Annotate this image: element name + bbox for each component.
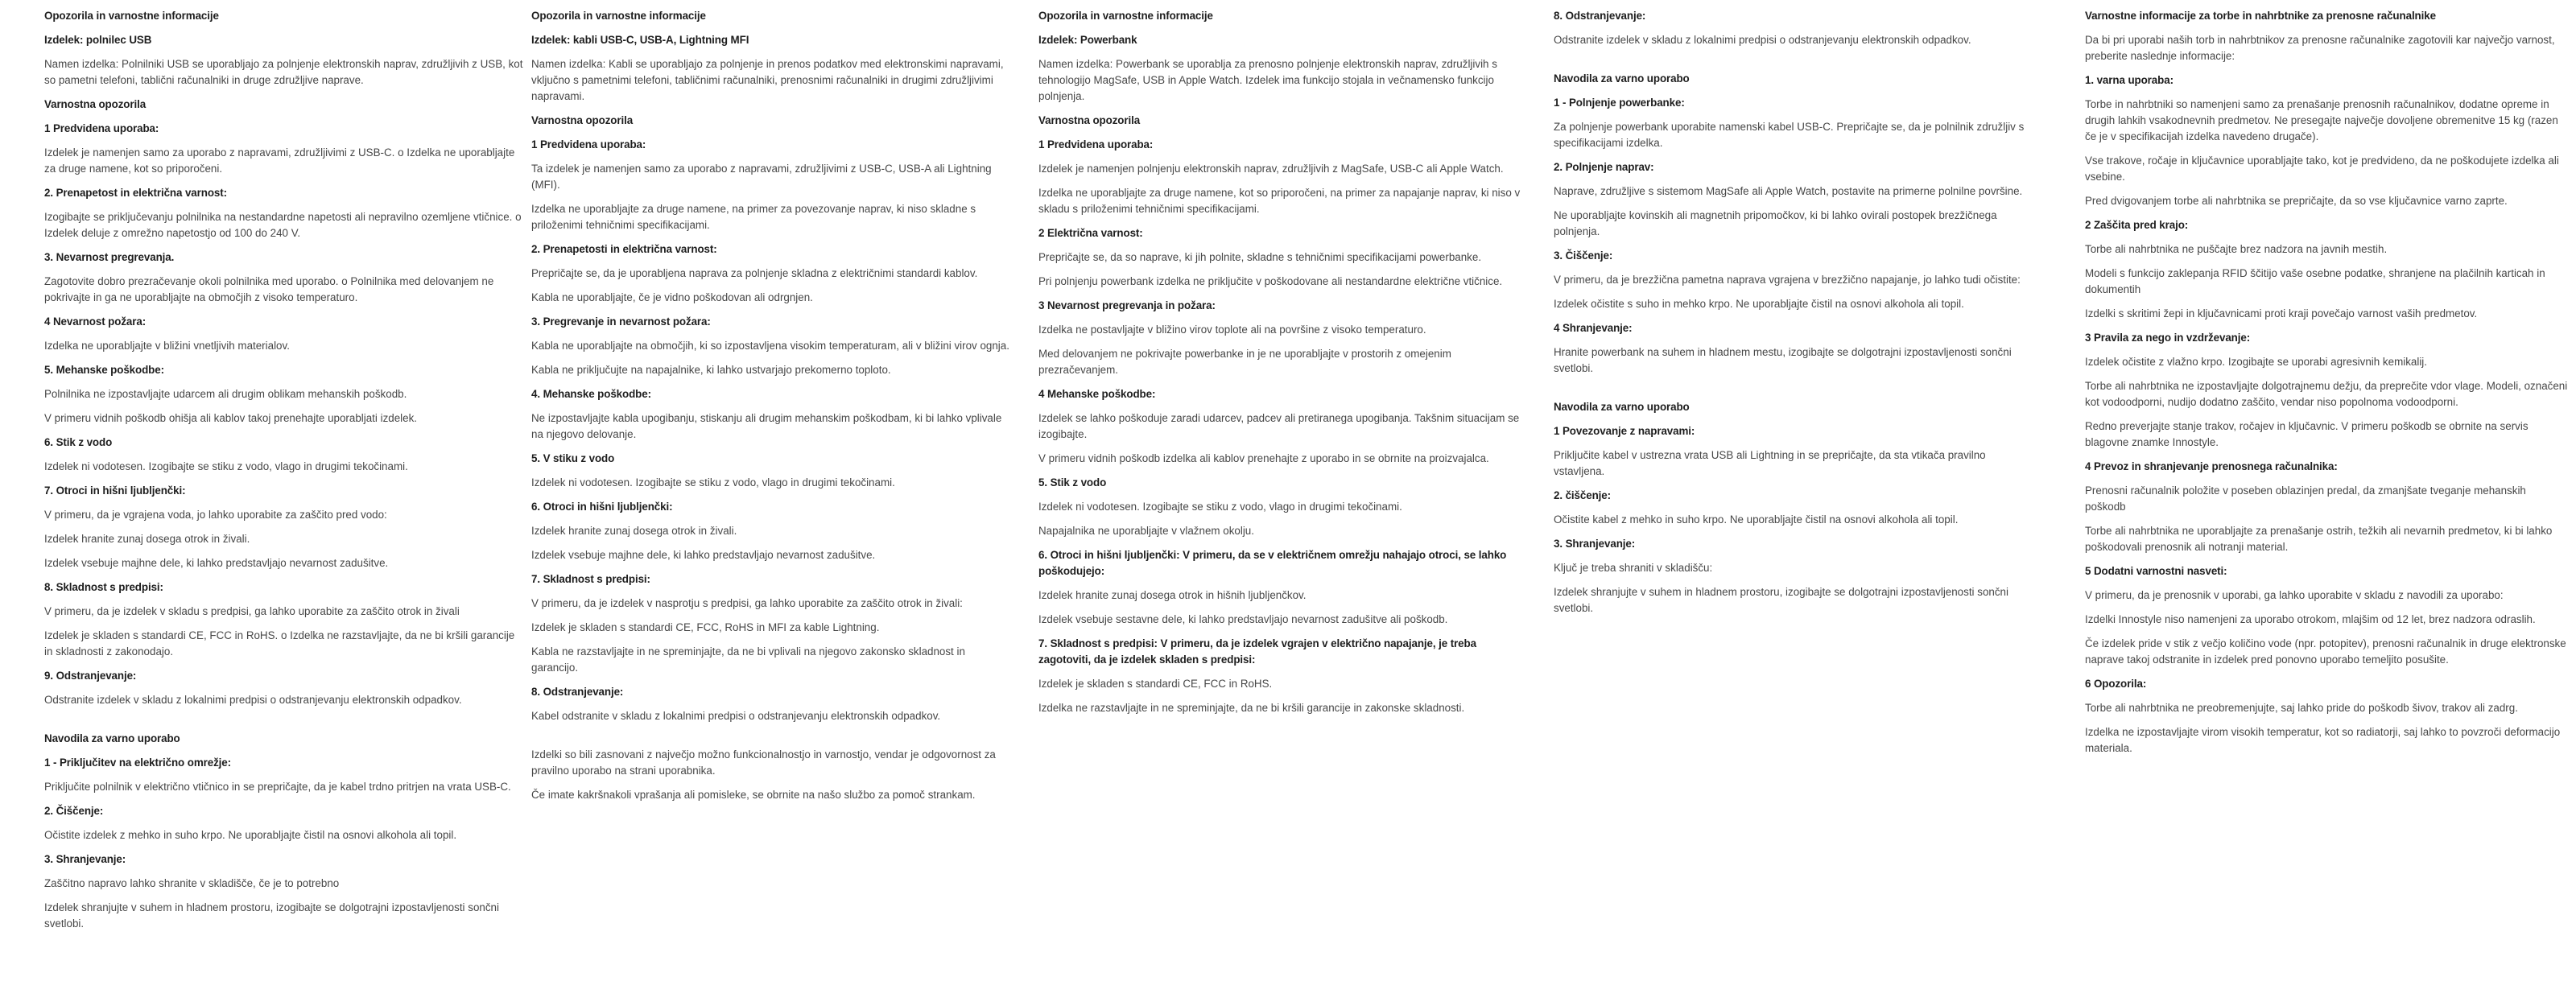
section-heading: Navodila za varno uporabo [1554, 401, 1690, 413]
section-heading: 4 Mehanske poškodbe: [1038, 388, 1156, 400]
section-heading: 1 Predvidena uporaba: [531, 138, 646, 150]
section-heading: 2 Zaščita pred krajo: [2085, 219, 2189, 231]
section-heading: 8. Skladnost s predpisi: [44, 581, 163, 593]
section-heading: 1 Predvidena uporaba: [44, 122, 159, 134]
section-heading: 3. Nevarnost pregrevanja. [44, 251, 175, 263]
paragraph: Izdelek se lahko poškoduje zaradi udarcev, padcev ali pretiranega upogibanja. Takšnim situacijam se izogibajte. [1038, 412, 1520, 440]
paragraph: V primeru, da je brezžična pametna naprava vgrajena v brezžično napajanje, jo lahko tudi očistite: [1554, 274, 2021, 286]
section-heading: 3. Čiščenje: [1554, 249, 1613, 262]
section-heading: 7. Skladnost s predpisi: V primeru, da je izdelek vgrajen v električno napajanje, je treba zagotoviti, da je izdelek skladen s predpisi: [1038, 637, 1476, 666]
section-heading: 3. Shranjevanje: [1554, 538, 1636, 550]
paragraph: Napajalnika ne uporabljajte v vlažnem okolju. [1038, 525, 1254, 537]
paragraph: Naprave, združljive s sistemom MagSafe ali Apple Watch, postavite na primerne polnilne površine. [1554, 185, 2023, 197]
section-heading: 5. Stik z vodo [1038, 476, 1107, 489]
paragraph: Hranite powerbank na suhem in hladnem mestu, izogibajte se dolgotrajni izpostavljenosti sončni svetlobi. [1554, 346, 2012, 374]
section-heading: 5 Dodatni varnostni nasveti: [2085, 565, 2227, 577]
paragraph: Izdelek je namenjen samo za uporabo z napravami, združljivimi z USB-C. o Izdelka ne uporabljajte za druge namene, kot so priporočeni. [44, 146, 515, 175]
paragraph: Izdelka ne uporabljajte za druge namene, na primer za povezovanje naprav, ki niso skladne s priloženimi tehničnimi specifikacijami. [531, 203, 976, 231]
section-heading: 1 Povezovanje z napravami: [1554, 425, 1695, 437]
paragraph: Izdelki Innostyle niso namenjeni za uporabo otrokom, mlajšim od 12 let, brez nadzora odraslih. [2085, 613, 2536, 625]
paragraph: Očistite kabel z mehko in suho krpo. Ne uporabljajte čistil na osnovi alkohola ali topil. [1554, 513, 1959, 526]
paragraph: Odstranite izdelek v skladu z lokalnimi predpisi o odstranjevanju elektronskih odpadkov. [1554, 34, 1971, 46]
section-heading: 3. Pregrevanje in nevarnost požara: [531, 315, 711, 328]
section-heading: 2. čiščenje: [1554, 489, 1612, 501]
section-heading: 6. Stik z vodo [44, 436, 113, 448]
paragraph: Izdelka ne uporabljajte v bližini vnetljivih materialov. [44, 340, 290, 352]
paragraph: Zagotovite dobro prezračevanje okoli polnilnika med uporabo. o Polnilnika med delovanjem ne pokrivajte in ga ne uporabljajte na območjih z visoko temperaturo. [44, 275, 494, 303]
paragraph: Če imate kakršnakoli vprašanja ali pomisleke, se obrnite na našo službo za pomoč strankam. [531, 789, 976, 801]
section-heading: 2. Prenapetost in električna varnost: [44, 187, 227, 199]
paragraph: Torbe ali nahrbtnika ne izpostavljajte dolgotrajnemu dežju, da preprečite vdor vlage. Modeli, označeni kot vodoodporni, nudijo dodatno zaščito, vendar niso popolnoma vodoodporni. [2085, 380, 2568, 408]
paragraph: Izdelek je skladen s standardi CE, FCC, RoHS in MFI za kable Lightning. [531, 621, 880, 633]
paragraph: Kabla ne priključujte na napajalnike, ki lahko ustvarjajo prekomerno toploto. [531, 364, 891, 376]
paragraph: Namen izdelka: Kabli se uporabljajo za polnjenje in prenos podatkov med elektronskimi napravami, vključno s pametnimi telefoni, tabličnimi računalniki, prenosnimi računalniki in drugimi združljivimi napravami. [531, 58, 1004, 102]
paragraph: Izdelka ne postavljajte v bližino virov toplote ali na površine z visoko temperaturo. [1038, 324, 1426, 336]
paragraph: Izdelek vsebuje majhne dele, ki lahko predstavljajo nevarnost zadušitve. [44, 557, 389, 569]
paragraph: Namen izdelka: Powerbank se uporablja za prenosno polnjenje elektronskih naprav, združljivih s tehnologijo MagSafe, USB in Apple Watch. Izdelek ima funkcijo stojala in večnamensko funkcijo polnjenja. [1038, 58, 1497, 102]
section-heading: Izdelek: Powerbank [1038, 34, 1137, 46]
section-heading: 6 Opozorila: [2085, 678, 2147, 690]
column-laptop-bags-safety-info [2085, 8, 2568, 765]
section-heading: 4 Nevarnost požara: [44, 315, 147, 328]
paragraph: Izdelek ni vodotesen. Izogibajte se stiku z vodo, vlago in drugimi tekočinami. [531, 476, 895, 489]
paragraph: Izdelek očistite z vlažno krpo. Izogibajte se uporabi agresivnih kemikalij. [2085, 356, 2427, 368]
paragraph: Ne uporabljajte kovinskih ali magnetnih pripomočkov, ki bi lahko ovirali postopek brezžičnega polnjenja. [1554, 209, 1997, 237]
paragraph: Kabla ne uporabljajte na območjih, ki so izpostavljena visokim temperaturam, ali v bližini virov ognja. [531, 340, 1009, 352]
paragraph: Izdelka ne razstavljajte in ne spreminjajte, da ne bi kršili garancije in zakonske skladnosti. [1038, 702, 1465, 714]
paragraph: Izdelka ne uporabljajte za druge namene, kot so priporočeni, na primer za napajanje naprav, ki niso v skladu s priloženimi tehničnimi specifikacijami. [1038, 187, 1521, 215]
paragraph: Kabel odstranite v skladu z lokalnimi predpisi o odstranjevanju elektronskih odpadkov. [531, 710, 941, 722]
paragraph: Izdelek hranite zunaj dosega otrok in hišnih ljubljenčkov. [1038, 589, 1307, 601]
section-heading: 1 Predvidena uporaba: [1038, 138, 1154, 150]
paragraph: Izdelki so bili zasnovani z največjo možno funkcionalnostjo in varnostjo, vendar je odgovornost za pravilno uporabo na strani uporabnika. [531, 748, 996, 777]
section-heading: 2 Električna varnost: [1038, 227, 1143, 239]
paragraph: Modeli s funkcijo zaklepanja RFID ščitijo vaše osebne podatke, shranjene na plačilnih karticah in dokumentih [2085, 267, 2545, 295]
section-heading: 8. Odstranjevanje: [531, 686, 624, 698]
section-heading: Navodila za varno uporabo [1554, 72, 1690, 85]
section-heading: Opozorila in varnostne informacije [531, 10, 706, 22]
paragraph: Pred dvigovanjem torbe ali nahrbtnika se prepričajte, da so vse ključavnice varno zaprte. [2085, 195, 2508, 207]
section-heading: 3. Shranjevanje: [44, 853, 126, 865]
paragraph: Pri polnjenju powerbank izdelka ne priključite v poškodovane ali nestandardne električne vtičnice. [1038, 275, 1503, 287]
paragraph: Izdelka ne izpostavljajte virom visokih temperatur, kot so radiatorji, saj lahko to povzroči deformacijo materiala. [2085, 726, 2561, 754]
section-heading: 1. varna uporaba: [2085, 74, 2174, 86]
section-heading: 5. Mehanske poškodbe: [44, 364, 164, 376]
paragraph: Priključite kabel v ustrezna vrata USB ali Lightning in se prepričajte, da sta vtikača pravilno vstavljena. [1554, 449, 1986, 477]
paragraph: Za polnjenje powerbank uporabite namenski kabel USB-C. Prepričajte se, da je polnilnik združljiv s specifikacijami izdelka. [1554, 121, 2025, 149]
paragraph: Vse trakove, ročaje in ključavnice uporabljajte tako, kot je predvideno, da ne poškodujete izdelka ali vsebine. [2085, 155, 2559, 183]
paragraph: Redno preverjajte stanje trakov, ročajev in ključavnic. V primeru poškodb se obrnite na servis blagovne znamke Innostyle. [2085, 420, 2529, 448]
section-heading: 2. Čiščenje: [44, 805, 104, 817]
paragraph: Torbe ali nahrbtnika ne puščajte brez nadzora na javnih mestih. [2085, 243, 2388, 255]
column-powerbank-warnings [1038, 8, 1521, 724]
paragraph: Polnilnika ne izpostavljajte udarcem ali drugim oblikam mehanskih poškodb. [44, 388, 407, 400]
paragraph: Torbe ali nahrbtnika ne uporabljajte za prenašanje ostrih, težkih ali nevarnih predmetov, ki bi lahko poškodovali prenosnik ali notranji material. [2085, 525, 2553, 553]
paragraph: Kabla ne uporabljajte, če je vidno poškodovan ali odrgnjen. [531, 291, 813, 303]
section-heading: 4 Shranjevanje: [1554, 322, 1633, 334]
section-heading: 1 - Polnjenje powerbanke: [1554, 97, 1685, 109]
section-heading: Izdelek: kabli USB-C, USB-A, Lightning MFI [531, 34, 749, 46]
paragraph: Izdelek ni vodotesen. Izogibajte se stiku z vodo, vlago in drugimi tekočinami. [44, 460, 408, 472]
section-heading: Varnostna opozorila [44, 98, 147, 110]
section-heading: 3 Pravila za nego in vzdrževanje: [2085, 332, 2251, 344]
paragraph: Izdelek je skladen s standardi CE, FCC in RoHS. [1038, 678, 1273, 690]
paragraph: Torbe in nahrbtniki so namenjeni samo za prenašanje prenosnih računalnikov, dodatne opreme in drugih lahkih vsakodnevnih predmetov. Ne presegajte največje dovoljene obremenitve 15 kg (razen če je v specifikacijah izdelka navedeno drugače). [2085, 98, 2558, 142]
section-heading: 7. Otroci in hišni ljubljenčki: [44, 484, 186, 497]
section-heading: Varnostna opozorila [1038, 114, 1141, 126]
paragraph: Priključite polnilnik v električno vtičnico in se prepričajte, da je kabel trdno pritrjen na vrata USB-C. [44, 781, 511, 793]
paragraph: Očistite izdelek z mehko in suho krpo. Ne uporabljajte čistil na osnovi alkohola ali topil. [44, 829, 457, 841]
section-heading: 6. Otroci in hišni ljubljenčki: [531, 501, 673, 513]
paragraph: Prenosni računalnik položite v poseben oblazinjen predal, da zmanjšate tveganje mehanskih poškodb [2085, 484, 2526, 513]
paragraph: Izdelek vsebuje sestavne dele, ki lahko predstavljajo nevarnost zadušitve ali poškodb. [1038, 613, 1448, 625]
paragraph: Prepričajte se, da so naprave, ki jih polnite, skladne s tehničnimi specifikacijami powerbanke. [1038, 251, 1482, 263]
paragraph: Ta izdelek je namenjen samo za uporabo z napravami, združljivimi z USB-C, USB-A ali Lightning (MFI). [531, 163, 992, 191]
paragraph: Namen izdelka: Polnilniki USB se uporabljajo za polnjenje elektronskih naprav, združljivih z USB, kot so pametni telefoni, tablični računalniki in druge združljive naprave. [44, 58, 523, 86]
column-usb-cables-warnings [531, 8, 1014, 811]
paragraph: Izdelek je namenjen polnjenju elektronskih naprav, združljivih z MagSafe, USB-C ali Apple Watch. [1038, 163, 1504, 175]
paragraph: Izdelek hranite zunaj dosega otrok in živali. [44, 533, 250, 545]
paragraph: Kabla ne razstavljajte in ne spreminjajte, da ne bi vplivali na njegovo zakonsko skladnost in garancijo. [531, 645, 965, 674]
paragraph: Da bi pri uporabi naših torb in nahrbtnikov za prenosne računalnike zagotovili kar največjo varnost, preberite naslednje informacije: [2085, 34, 2555, 62]
section-heading: 2. Prenapetosti in električna varnost: [531, 243, 717, 255]
section-heading: Navodila za varno uporabo [44, 732, 180, 744]
section-heading: Varnostna opozorila [531, 114, 634, 126]
column-powerbank-usage-instructions [1554, 8, 2037, 625]
paragraph: Torbe ali nahrbtnika ne preobremenjujte, saj lahko pride do poškodb šivov, trakov ali zadrg. [2085, 702, 2518, 714]
paragraph: Izdelek hranite zunaj dosega otrok in živali. [531, 525, 737, 537]
paragraph: V primeru, da je izdelek v skladu s predpisi, ga lahko uporabite za zaščito otrok in živali [44, 605, 460, 617]
section-heading: 5. V stiku z vodo [531, 452, 615, 464]
section-heading: Izdelek: polnilec USB [44, 34, 152, 46]
paragraph: V primeru, da je izdelek v nasprotju s predpisi, ga lahko uporabite za zaščito otrok in živali: [531, 597, 963, 609]
section-heading: Varnostne informacije za torbe in nahrbtnike za prenosne računalnike [2085, 10, 2436, 22]
section-heading: 3 Nevarnost pregrevanja in požara: [1038, 299, 1216, 311]
paragraph: Izdelek očistite s suho in mehko krpo. Ne uporabljajte čistil na osnovi alkohola ali topil. [1554, 298, 1964, 310]
section-heading: 2. Polnjenje naprav: [1554, 161, 1654, 173]
paragraph: Ključ je treba shraniti v skladišču: [1554, 562, 1713, 574]
paragraph: V primeru vidnih poškodb ohišja ali kablov takoj prenehajte uporabljati izdelek. [44, 412, 417, 424]
paragraph: V primeru, da je vgrajena voda, jo lahko uporabite za zaščito pred vodo: [44, 509, 387, 521]
paragraph: Odstranite izdelek v skladu z lokalnimi predpisi o odstranjevanju elektronskih odpadkov. [44, 694, 462, 706]
section-heading: 8. Odstranjevanje: [1554, 10, 1646, 22]
paragraph: Med delovanjem ne pokrivajte powerbanke in je ne uporabljajte v prostorih z omejenim prezračevanjem. [1038, 348, 1451, 376]
paragraph: Izdelek ni vodotesen. Izogibajte se stiku z vodo, vlago in drugimi tekočinami. [1038, 501, 1402, 513]
section-heading: 1 - Priključitev na električno omrežje: [44, 757, 232, 769]
paragraph: Izdelek vsebuje majhne dele, ki lahko predstavljajo nevarnost zadušitve. [531, 549, 876, 561]
paragraph: Izdelek shranjujte v suhem in hladnem prostoru, izogibajte se dolgotrajni izpostavljenosti sončni svetlobi. [44, 901, 499, 930]
paragraph: V primeru vidnih poškodb izdelka ali kablov prenehajte z uporabo in se obrnite na proizvajalca. [1038, 452, 1489, 464]
paragraph: Izdelki s skritimi žepi in ključavnicami proti kraji povečajo varnost vaših predmetov. [2085, 307, 2478, 320]
paragraph: Izdelek je skladen s standardi CE, FCC in RoHS. o Izdelka ne razstavljajte, da ne bi kršili garancije in skladnosti z zakonodajo. [44, 629, 515, 658]
section-heading: 9. Odstranjevanje: [44, 670, 137, 682]
section-heading: 7. Skladnost s predpisi: [531, 573, 650, 585]
paragraph: Izogibajte se priključevanju polnilnika na nestandardne napetosti ali nepravilno ozemljene vtičnice. o Izdelek deluje z omrežno napetostjo od 100 do 240 V. [44, 211, 522, 239]
paragraph: Ne izpostavljajte kabla upogibanju, stiskanju ali drugim mehanskim poškodbam, ki bi lahko vplivale na njegovo delovanje. [531, 412, 1002, 440]
paragraph: Zaščitno napravo lahko shranite v skladišče, če je to potrebno [44, 877, 340, 889]
section-heading: Opozorila in varnostne informacije [44, 10, 219, 22]
paragraph: Prepričajte se, da je uporabljena naprava za polnjenje skladna z električnimi standardi kablov. [531, 267, 978, 279]
section-heading: Opozorila in varnostne informacije [1038, 10, 1213, 22]
paragraph: Če izdelek pride v stik z večjo količino vode (npr. potopitev), prenosni računalnik in druge elektronske naprave takoj odstranite in izdelek pred ponovno uporabo temeljito posušite. [2085, 637, 2566, 666]
section-heading: 6. Otroci in hišni ljubljenčki: V primeru, da se v električnem omrežju nahajajo otroci, se lahko poškodujejo: [1038, 549, 1507, 577]
section-heading: 4 Prevoz in shranjevanje prenosnega računalnika: [2085, 460, 2338, 472]
section-heading: 4. Mehanske poškodbe: [531, 388, 651, 400]
column-usb-charger-warnings [44, 8, 523, 940]
paragraph: V primeru, da je prenosnik v uporabi, ga lahko uporabite v skladu z navodili za uporabo: [2085, 589, 2504, 601]
paragraph: Izdelek shranjujte v suhem in hladnem prostoru, izogibajte se dolgotrajni izpostavljenosti sončni svetlobi. [1554, 586, 2008, 614]
